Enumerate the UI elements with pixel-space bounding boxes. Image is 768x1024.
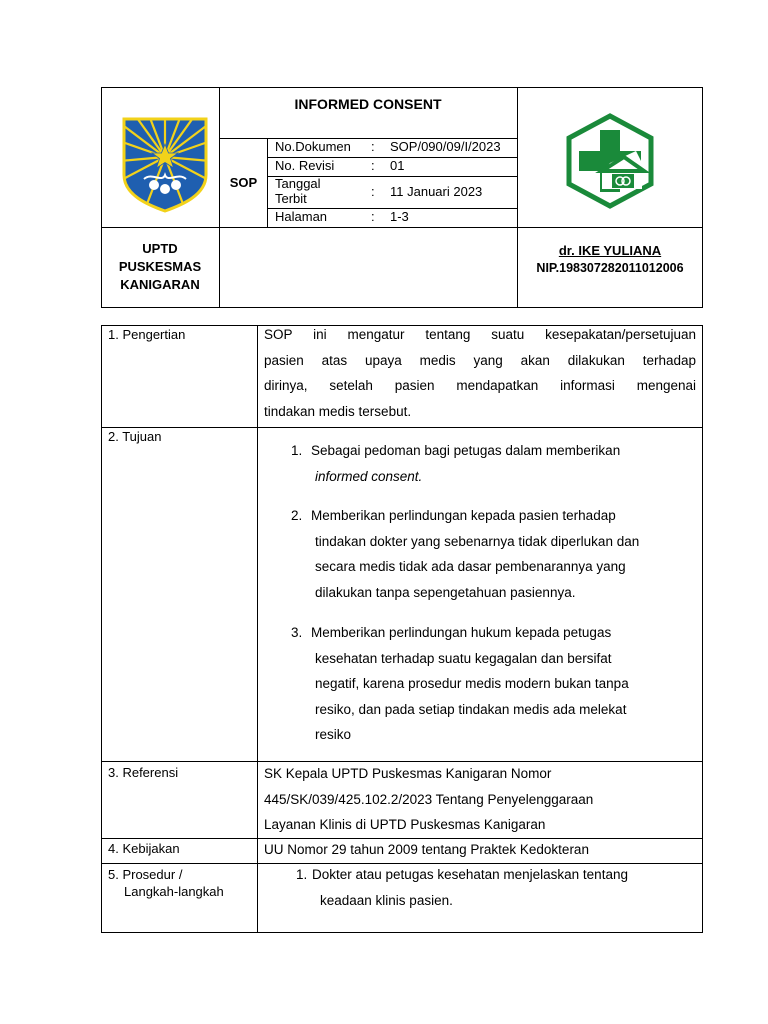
paragraph-line: dirinya, setelah pasien mendapatkan informasi mengenai: [264, 378, 696, 393]
regional-coat-of-arms-icon: [122, 117, 208, 213]
item-number: 3.: [291, 625, 303, 640]
meta-separator: :: [371, 184, 375, 199]
meta-value: 1-3: [390, 209, 409, 224]
paragraph-line: Layanan Klinis di UPTD Puskesmas Kanigaran: [264, 817, 546, 832]
meta-row-revision: [275, 158, 515, 176]
paragraph-line: pasien atas upaya medis yang akan dilakukan terhadap: [264, 352, 696, 368]
section-body-referensi: [264, 761, 696, 838]
item-line: Dokter atau petugas kesehatan menjelaskan tentang: [312, 867, 628, 882]
tujuan-item-1: [291, 438, 691, 489]
section-body-pengertian: [264, 322, 696, 424]
item-line: informed consent.: [315, 468, 423, 484]
header-divider: [101, 227, 703, 228]
sop-label: SOP: [229, 175, 258, 190]
item-line: Memberikan perlindungan kepada pasien terhadap: [311, 508, 616, 523]
tujuan-item-3: [291, 620, 691, 748]
section-label-tujuan: 2. Tujuan: [108, 429, 162, 444]
item-number: 1.: [291, 443, 303, 458]
meta-row-document-number: [275, 139, 515, 157]
item-line: secara medis tidak ada dasar pembenarannya yang: [315, 559, 626, 574]
header-divider: [219, 87, 220, 308]
meta-row-issue-date: [275, 177, 515, 208]
meta-label: Halaman: [275, 209, 328, 224]
org-line: UPTD: [142, 241, 178, 256]
meta-label: Terbit: [275, 191, 307, 206]
tujuan-item-2: [291, 503, 691, 605]
content-column-divider: [257, 325, 258, 933]
org-line: KANIGARAN: [120, 277, 200, 292]
meta-value: 01: [390, 158, 405, 173]
paragraph-line: 445/SK/039/425.102.2/2023 Tentang Penyelenggaraan: [264, 791, 594, 807]
meta-value: 11 Januari 2023: [390, 184, 483, 199]
meta-grid-line: [267, 138, 268, 227]
meta-separator: :: [371, 209, 375, 224]
meta-separator: :: [371, 158, 375, 173]
item-line: dilakukan tanpa sepengetahuan pasiennya.: [315, 584, 576, 600]
document-title: INFORMED CONSENT: [294, 96, 442, 112]
label-line: 5. Prosedur /: [108, 867, 183, 882]
puskesmas-cross-logo-icon: [562, 113, 658, 209]
meta-value: SOP/090/09/I/2023: [390, 139, 501, 154]
content-row-divider: [101, 427, 703, 428]
item-line: Memberikan perlindungan hukum kepada petugas: [311, 625, 612, 640]
signer-name: dr. IKE YULIANA: [558, 243, 662, 258]
section-label-referensi: 3. Referensi: [108, 765, 179, 780]
item-line: resiko, dan pada setiap tindakan medis ada melekat: [315, 701, 627, 717]
org-line: PUSKESMAS: [118, 259, 202, 274]
meta-separator: :: [371, 139, 375, 154]
organization-name: [101, 240, 219, 294]
item-line: keadaan klinis pasien.: [320, 892, 453, 908]
signer-nip: NIP.198307282011012006: [536, 261, 684, 275]
meta-label: No.Dokumen: [275, 139, 351, 154]
section-label-prosedur: [108, 866, 224, 900]
meta-row-page: [275, 209, 515, 227]
paragraph-line: tindakan medis tersebut.: [264, 403, 412, 419]
section-body-kebijakan: UU Nomor 29 tahun 2009 tentang Praktek Kedokteran: [264, 842, 589, 857]
item-number: 1.: [296, 867, 308, 882]
paragraph-line: SOP ini mengatur tentang suatu kesepakatan/persetujuan: [264, 327, 696, 342]
item-line: resiko: [315, 727, 352, 742]
item-number: 2.: [291, 508, 303, 523]
section-label-kebijakan: 4. Kebijakan: [108, 841, 180, 856]
prosedur-item-1: [296, 862, 696, 913]
meta-label: No. Revisi: [275, 158, 335, 173]
item-line: kesehatan terhadap suatu kegagalan dan bersifat: [315, 650, 612, 666]
section-label-pengertian: 1. Pengertian: [108, 327, 186, 342]
paragraph-line: SK Kepala UPTD Puskesmas Kanigaran Nomor: [264, 766, 552, 781]
item-line: negatif, karena prosedur medis modern bukan tanpa: [315, 676, 629, 691]
label-line: Langkah-langkah: [124, 884, 224, 899]
item-line: tindakan dokter yang sebenarnya tidak diperlukan dan: [315, 533, 640, 549]
meta-label: Tanggal: [275, 176, 321, 191]
item-line: Sebagai pedoman bagi petugas dalam memberikan: [311, 443, 621, 458]
